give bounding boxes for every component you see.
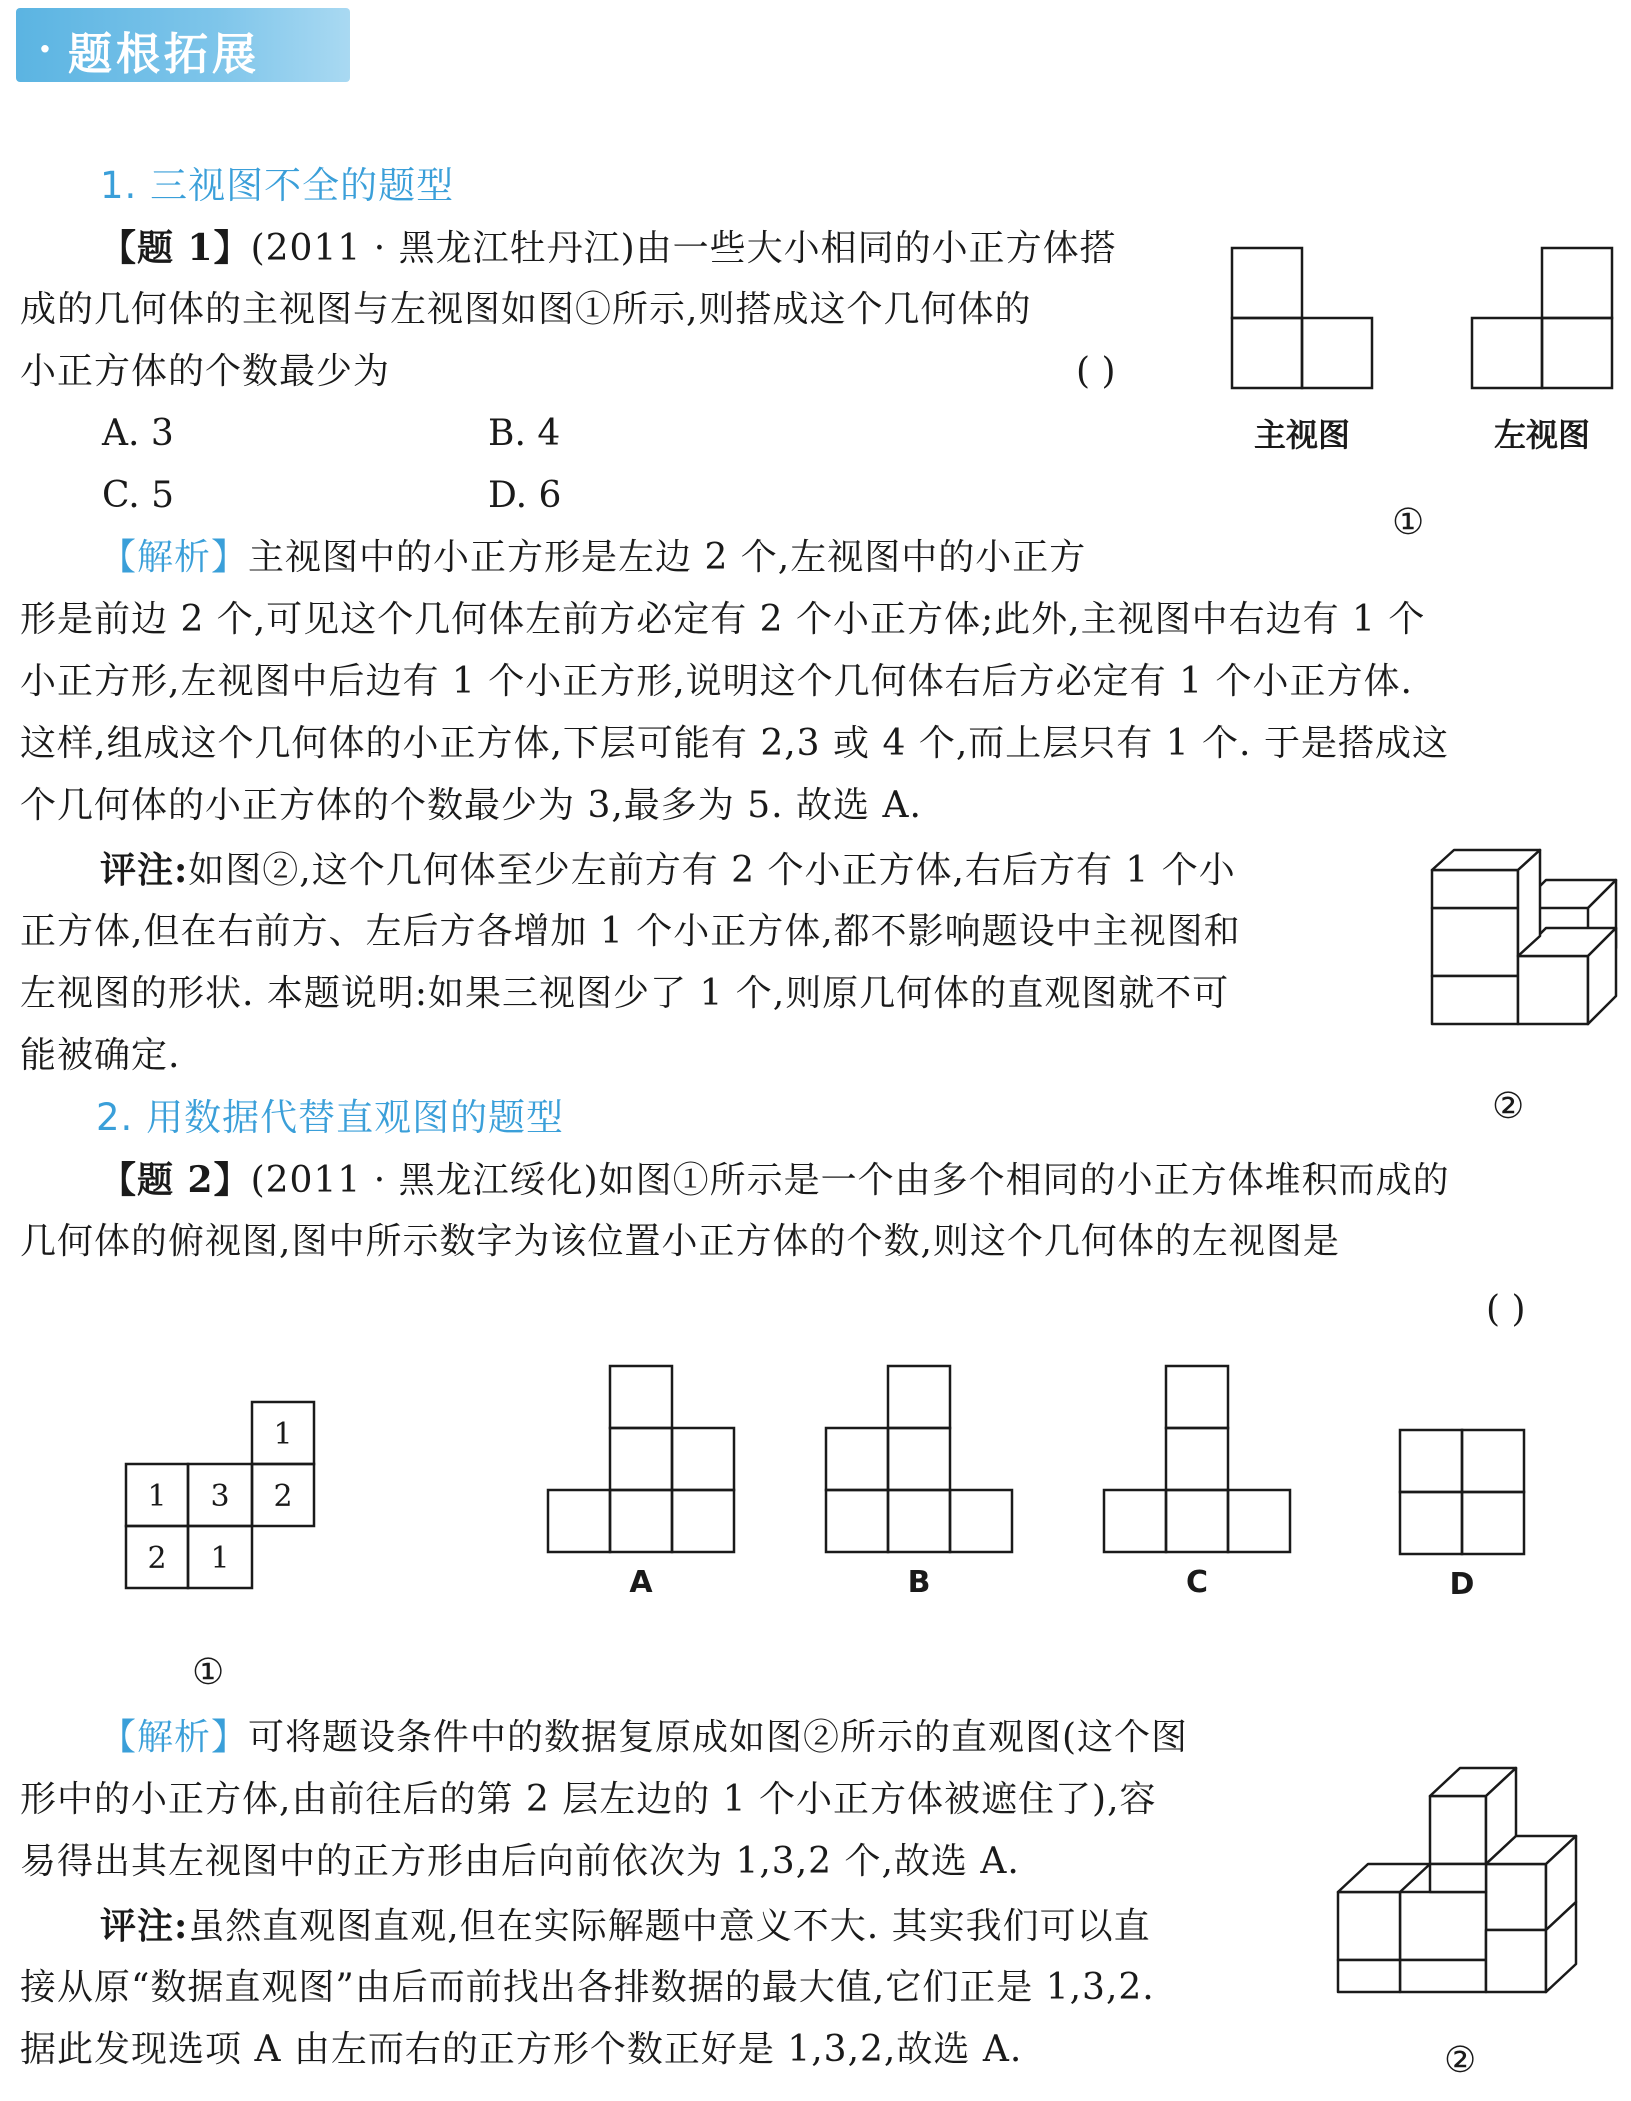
q1-option-d: D. 6	[488, 475, 562, 516]
left-view-label: 左视图	[1494, 416, 1591, 454]
section-banner	[16, 8, 350, 82]
option-b-label: B	[907, 1565, 931, 1600]
q1-line2: 成的几何体的主视图与左视图如图①所示,则搭成这个几何体的	[20, 289, 1032, 330]
analysis1-line1-text: 主视图中的小正方形是左边 2 个,左视图中的小正方	[248, 537, 1087, 578]
analysis1-line2: 形是前边 2 个,可见这个几何体左前方必定有 2 个小正方体;此外,主视图中右边有 1 个	[20, 599, 1426, 640]
q2-line1-text: (2011 · 黑龙江绥化)如图①所示是一个由多个相同的小正方体堆积而成的	[250, 1160, 1450, 1201]
comment2-line3: 据此发现选项 A 由左而右的正方形个数正好是 1,3,2,故选 A.	[20, 2029, 1023, 2070]
comment1-line3: 左视图的形状. 本题说明:如果三视图少了 1 个,则原几何体的直观图就不可	[20, 973, 1230, 1014]
analysis2-line3: 易得出其左视图中的正方形由后向前依次为 1,3,2 个,故选 A.	[20, 1841, 1020, 1882]
banner-dot: ·	[38, 26, 52, 73]
q1-solid-figure-number: ②	[1492, 1086, 1525, 1127]
q1-option-b: B. 4	[488, 413, 561, 454]
comment1-line1-text: 如图②,这个几何体至少左前方有 2 个小正方体,右后方有 1 个小	[188, 850, 1236, 891]
grid-cell-r2c1: 1	[210, 1541, 230, 1576]
q2-line1	[100, 1158, 1450, 1203]
q2-option-c-figure	[1102, 1364, 1298, 1600]
analysis2-line1	[100, 1716, 1188, 1760]
q1-tag: 【题 1】	[100, 227, 251, 269]
q2-solid-figure	[1336, 1734, 1616, 1994]
analysis1-tag: 【解析】	[100, 537, 249, 578]
front-view-label: 主视图	[1254, 416, 1351, 454]
grid-cell-r2c0: 2	[147, 1541, 167, 1576]
q2-solid-figure-number: ②	[1444, 2040, 1477, 2081]
comment1-line2: 正方体,但在右前方、左后方各增加 1 个小正方体,都不影响题设中主视图和	[20, 911, 1241, 952]
q2-option-a-figure	[546, 1364, 742, 1600]
q1-line1-text: (2011 · 黑龙江牡丹江)由一些大小相同的小正方体搭	[250, 228, 1117, 269]
analysis1-line3: 小正方形,左视图中后边有 1 个小正方形,说明这个几何体右后方必定有 1 个小正方体.	[20, 661, 1413, 702]
q2-option-d-figure	[1398, 1428, 1532, 1602]
option-a-label: A	[629, 1565, 653, 1600]
q2-answer-paren: ( )	[1486, 1289, 1526, 1330]
grid-cell-r1c2: 2	[273, 1479, 293, 1514]
comment2-line2: 接从原“数据直观图”由后而前找出各排数据的最大值,它们正是 1,3,2.	[20, 1967, 1155, 2008]
section1-heading: 1. 三视图不全的题型	[100, 164, 455, 207]
analysis1-line1	[100, 536, 1086, 580]
option-c-label: C	[1185, 1565, 1209, 1600]
comment1-tag: 评注:	[100, 849, 189, 891]
comment2-tag: 评注:	[100, 1905, 189, 1947]
q1-option-a: A. 3	[102, 413, 174, 454]
analysis1-line4: 这样,组成这个几何体的小正方体,下层可能有 2,3 或 4 个,而上层只有 1 个. 于是搭成这	[20, 723, 1449, 764]
q1-front-view-figure	[1230, 246, 1380, 396]
grid-cell-r0c2: 1	[273, 1417, 293, 1452]
banner-title: 题根拓展	[68, 29, 260, 80]
comment1-line4: 能被确定.	[20, 1035, 181, 1076]
q1-left-view-figure	[1470, 246, 1620, 396]
q1-option-c: C. 5	[102, 475, 175, 516]
q1-solid-figure	[1430, 868, 1620, 1028]
q2-tag: 【题 2】	[100, 1159, 251, 1201]
q1-line1	[100, 226, 1117, 271]
q1-figure-number: ①	[1392, 502, 1425, 543]
grid-cell-r1c1: 3	[210, 1479, 230, 1514]
grid-cell-r1c0: 1	[147, 1479, 167, 1514]
q2-line2: 几何体的俯视图,图中所示数字为该位置小正方体的个数,则这个几何体的左视图是	[20, 1221, 1340, 1262]
section2-heading: 2. 用数据代替直观图的题型	[96, 1096, 565, 1139]
comment2-line1-text: 虽然直观图直观,但在实际解题中意义不大. 其实我们可以直	[188, 1906, 1151, 1947]
option-d-label: D	[1449, 1567, 1475, 1602]
comment1-line1	[100, 848, 1236, 893]
q2-option-b-figure	[824, 1364, 1020, 1600]
analysis2-tag: 【解析】	[100, 1717, 249, 1758]
comment2-line1	[100, 1904, 1151, 1949]
q1-answer-paren: ( )	[1076, 351, 1116, 392]
analysis2-line2: 形中的小正方体,由前往后的第 2 层左边的 1 个小正方体被遮住了),容	[20, 1779, 1157, 1820]
q1-line3: 小正方体的个数最少为	[20, 351, 391, 392]
analysis2-line1-text: 可将题设条件中的数据复原成如图②所示的直观图(这个图	[248, 1717, 1189, 1758]
q2-top-view-grid	[124, 1400, 324, 1600]
analysis1-line5: 个几何体的小正方体的个数最少为 3,最多为 5. 故选 A.	[20, 785, 922, 826]
q2-grid-figure-number: ①	[192, 1652, 225, 1693]
